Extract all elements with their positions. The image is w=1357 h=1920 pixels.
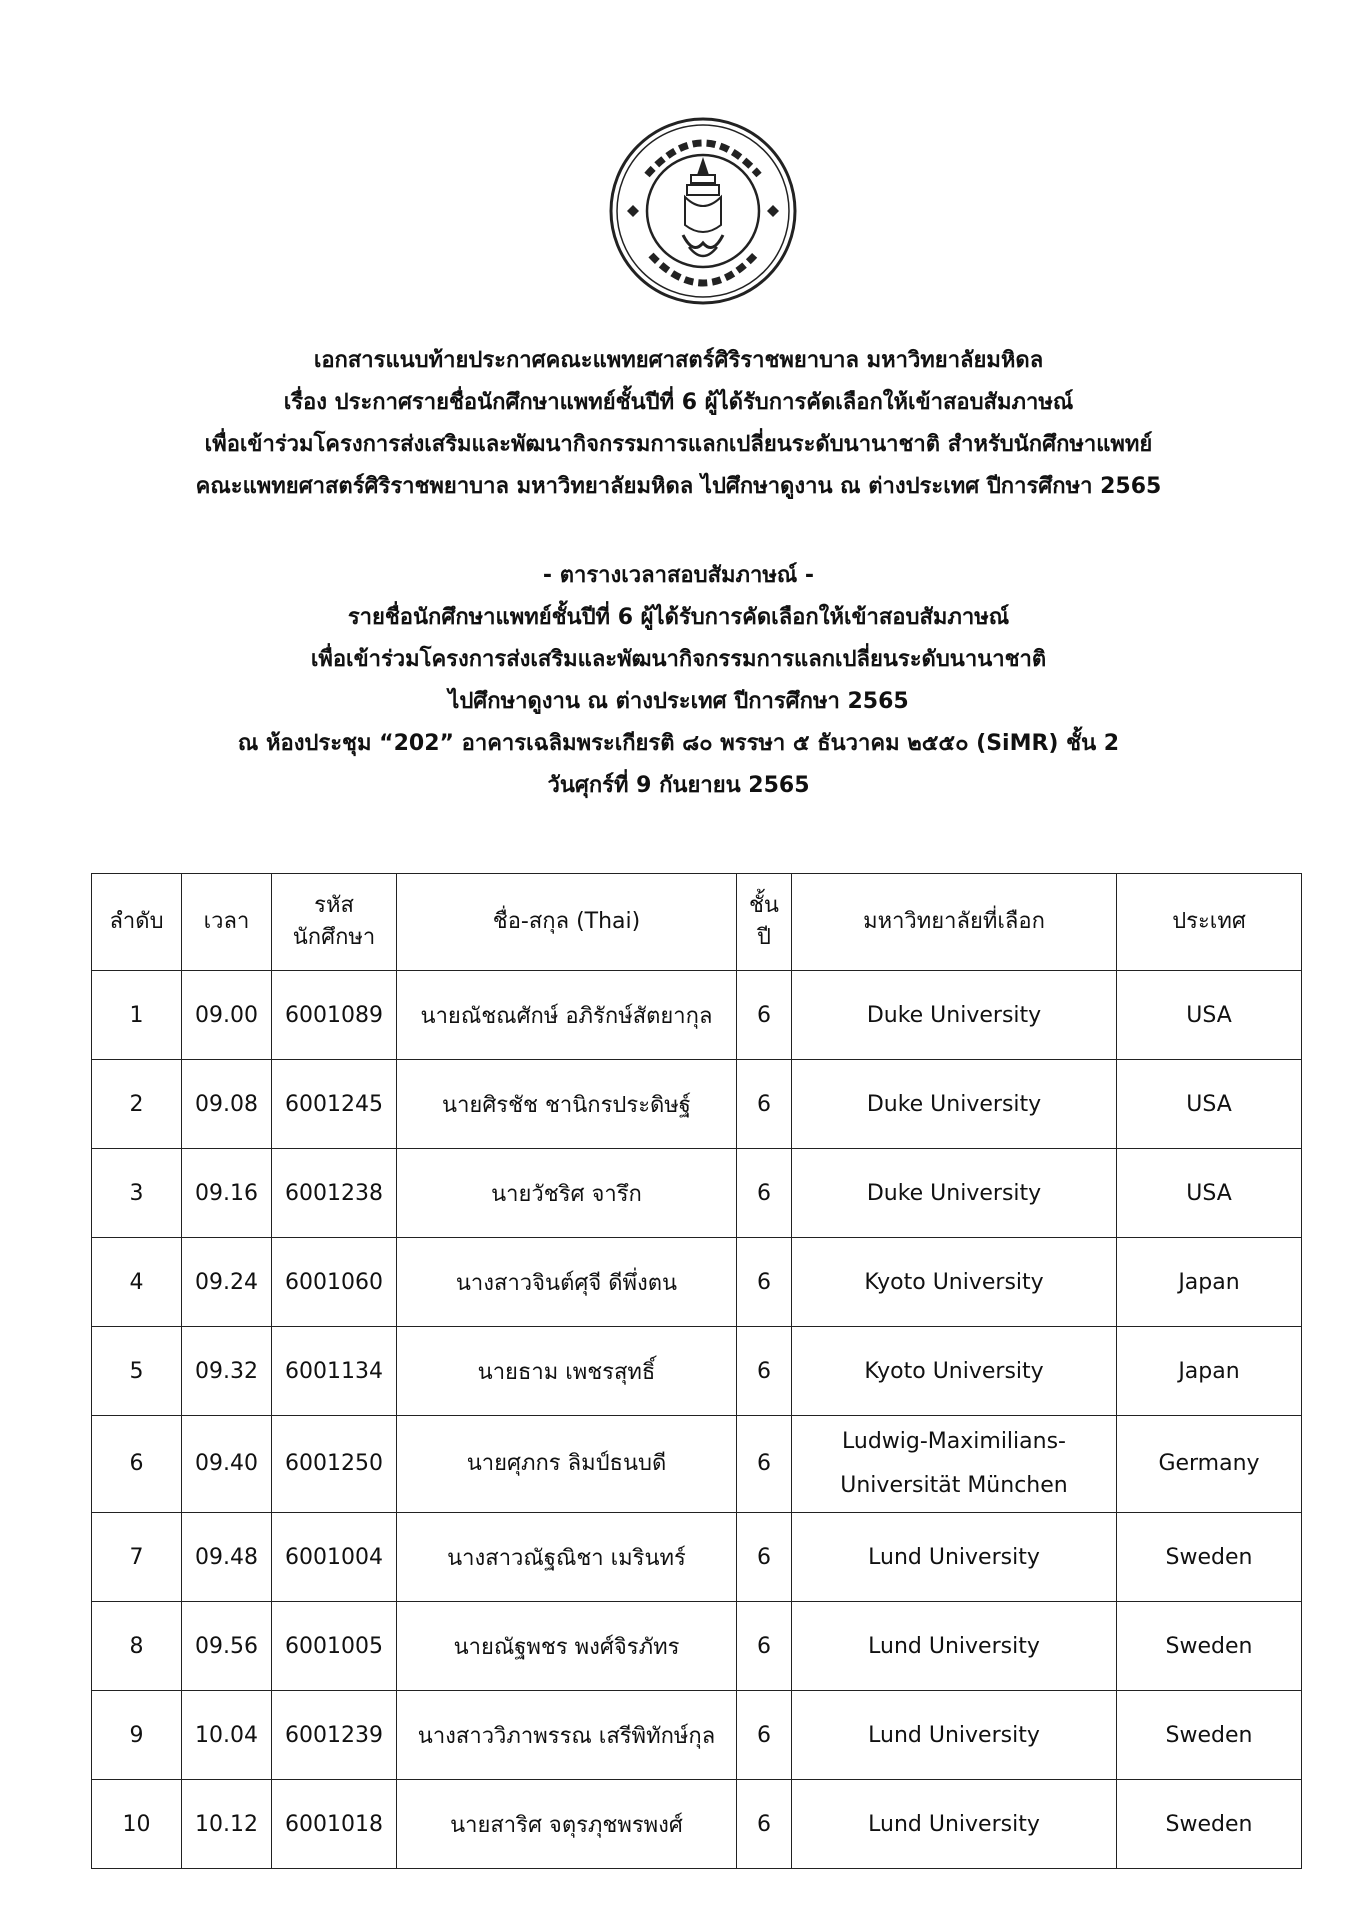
announcement-heading: [0, 340, 1357, 508]
cell-order: 7: [92, 1513, 182, 1602]
header-name: ชื่อ-สกุล (Thai): [397, 874, 737, 971]
cell-student-id: 6001060: [272, 1238, 397, 1327]
cell-name: นายสาริศ จตุรภุชพรพงศ์: [397, 1780, 737, 1869]
cell-time: 09.24: [182, 1238, 272, 1327]
header-university: มหาวิทยาลัยที่เลือก: [792, 874, 1117, 971]
header-order: ลำดับ: [92, 874, 182, 971]
cell-student-id: 6001250: [272, 1416, 397, 1513]
cell-year: 6: [737, 1780, 792, 1869]
table-row: [92, 1149, 1302, 1238]
cell-country: Germany: [1117, 1416, 1302, 1513]
cell-university: [792, 1416, 1117, 1513]
schedule-line-2: เพื่อเข้าร่วมโครงการส่งเสริมและพัฒนากิจกรรมการแลกเปลี่ยนระดับนานาชาติ: [310, 647, 1047, 672]
schedule-line-1: รายชื่อนักศึกษาแพทย์ชั้นปีที่ 6 ผู้ได้รับการคัดเลือกให้เข้าสอบสัมภาษณ์: [347, 605, 1010, 630]
cell-time: 09.32: [182, 1327, 272, 1416]
cell-year: 6: [737, 1513, 792, 1602]
cell-university: Kyoto University: [792, 1238, 1117, 1327]
header-student-id-line-2: นักศึกษา: [292, 925, 376, 950]
cell-country: USA: [1117, 971, 1302, 1060]
header-country: ประเทศ: [1117, 874, 1302, 971]
cell-university: Duke University: [792, 1149, 1117, 1238]
cell-country: Sweden: [1117, 1691, 1302, 1780]
cell-country: Sweden: [1117, 1602, 1302, 1691]
cell-country: USA: [1117, 1060, 1302, 1149]
cell-country: Japan: [1117, 1238, 1302, 1327]
cell-country: Sweden: [1117, 1780, 1302, 1869]
cell-student-id: 6001134: [272, 1327, 397, 1416]
cell-name: นายณัชณศักษ์ อภิรักษ์สัตยากุล: [397, 971, 737, 1060]
cell-year: 6: [737, 971, 792, 1060]
header-student-id: [272, 874, 397, 971]
cell-order: 8: [92, 1602, 182, 1691]
cell-time: 09.48: [182, 1513, 272, 1602]
cell-order: 4: [92, 1238, 182, 1327]
cell-year: 6: [737, 1691, 792, 1780]
cell-name: นายณัฐพชร พงศ์จิรภัทร: [397, 1602, 737, 1691]
schedule-title: - ตารางเวลาสอบสัมภาษณ์ -: [542, 563, 815, 588]
schedule-line-3: ไปศึกษาดูงาน ณ ต่างประเทศ ปีการศึกษา 2565: [448, 689, 909, 714]
cell-order: 10: [92, 1780, 182, 1869]
heading-line-2: เรื่อง ประกาศรายชื่อนักศึกษาแพทย์ชั้นปีที่ 6 ผู้ได้รับการคัดเลือกให้เข้าสอบสัมภาษณ์: [283, 390, 1074, 415]
schedule-date: วันศุกร์ที่ 9 กันยายน 2565: [547, 773, 810, 798]
cell-year: 6: [737, 1149, 792, 1238]
header-year-line-1: ชั้น: [749, 893, 779, 918]
cell-time: 09.56: [182, 1602, 272, 1691]
table-header-row: [92, 874, 1302, 971]
header-year-line-2: ปี: [757, 925, 771, 950]
cell-student-id: 6001004: [272, 1513, 397, 1602]
schedule-location: ณ ห้องประชุม “202” อาคารเฉลิมพระเกียรติ ๘๐ พรรษา ๕ ธันวาคม ๒๕๕๐ (SiMR) ชั้น 2: [237, 731, 1120, 756]
cell-university: Lund University: [792, 1691, 1117, 1780]
cell-country: Sweden: [1117, 1513, 1302, 1602]
cell-time: 10.12: [182, 1780, 272, 1869]
cell-name: นายศิรชัช ชานิกรประดิษฐ์: [397, 1060, 737, 1149]
cell-year: 6: [737, 1602, 792, 1691]
cell-university: Lund University: [792, 1780, 1117, 1869]
cell-year: 6: [737, 1327, 792, 1416]
cell-university: Duke University: [792, 971, 1117, 1060]
cell-name: นางสาวณัฐณิชา เมรินทร์: [397, 1513, 737, 1602]
cell-time: 09.40: [182, 1416, 272, 1513]
cell-time: 09.16: [182, 1149, 272, 1238]
cell-student-id: 6001238: [272, 1149, 397, 1238]
cell-student-id: 6001239: [272, 1691, 397, 1780]
header-time: เวลา: [182, 874, 272, 971]
cell-student-id: 6001089: [272, 971, 397, 1060]
cell-country: USA: [1117, 1149, 1302, 1238]
cell-university: Duke University: [792, 1060, 1117, 1149]
interview-schedule-table: [91, 873, 1302, 1869]
cell-student-id: 6001018: [272, 1780, 397, 1869]
cell-order: 1: [92, 971, 182, 1060]
table-row: [92, 1060, 1302, 1149]
cell-time: 09.00: [182, 971, 272, 1060]
table-row: [92, 1238, 1302, 1327]
cell-university-line-2: Universität München: [840, 1473, 1068, 1498]
cell-year: 6: [737, 1238, 792, 1327]
cell-time: 09.08: [182, 1060, 272, 1149]
cell-year: 6: [737, 1416, 792, 1513]
cell-order: 6: [92, 1416, 182, 1513]
cell-university-line-1: Ludwig-Maximilians-: [842, 1429, 1066, 1454]
cell-order: 9: [92, 1691, 182, 1780]
table-row: [92, 1416, 1302, 1513]
table-row: [92, 1780, 1302, 1869]
cell-student-id: 6001005: [272, 1602, 397, 1691]
cell-year: 6: [737, 1060, 792, 1149]
heading-line-4: คณะแพทยศาสตร์ศิริราชพยาบาล มหาวิทยาลัยมหิดล ไปศึกษาดูงาน ณ ต่างประเทศ ปีการศึกษา 2565: [195, 474, 1162, 499]
cell-time: 10.04: [182, 1691, 272, 1780]
cell-university: Kyoto University: [792, 1327, 1117, 1416]
heading-line-1: เอกสารแนบท้ายประกาศคณะแพทยศาสตร์ศิริราชพยาบาล มหาวิทยาลัยมหิดล: [313, 348, 1044, 373]
cell-name: นายธาม เพชรสุทธิ์: [397, 1327, 737, 1416]
cell-order: 5: [92, 1327, 182, 1416]
header-year: [737, 874, 792, 971]
cell-order: 2: [92, 1060, 182, 1149]
cell-name: นายศุภกร ลิมป์ธนบดี: [397, 1416, 737, 1513]
university-seal: [607, 115, 799, 307]
cell-name: นางสาววิภาพรรณ เสรีพิทักษ์กุล: [397, 1691, 737, 1780]
cell-order: 3: [92, 1149, 182, 1238]
table-row: [92, 971, 1302, 1060]
cell-student-id: 6001245: [272, 1060, 397, 1149]
cell-name: นายวัชริศ จารึก: [397, 1149, 737, 1238]
cell-country: Japan: [1117, 1327, 1302, 1416]
cell-university: Lund University: [792, 1513, 1117, 1602]
table-row: [92, 1602, 1302, 1691]
header-student-id-line-1: รหัส: [314, 893, 354, 918]
cell-university: Lund University: [792, 1602, 1117, 1691]
table-row: [92, 1513, 1302, 1602]
table-row: [92, 1691, 1302, 1780]
schedule-heading: [0, 555, 1357, 807]
table-row: [92, 1327, 1302, 1416]
cell-name: นางสาวจินต์ศุจี ดีพึ่งตน: [397, 1238, 737, 1327]
heading-line-3: เพื่อเข้าร่วมโครงการส่งเสริมและพัฒนากิจกรรมการแลกเปลี่ยนระดับนานาชาติ สำหรับนักศึกษาแพทย์: [204, 432, 1153, 457]
